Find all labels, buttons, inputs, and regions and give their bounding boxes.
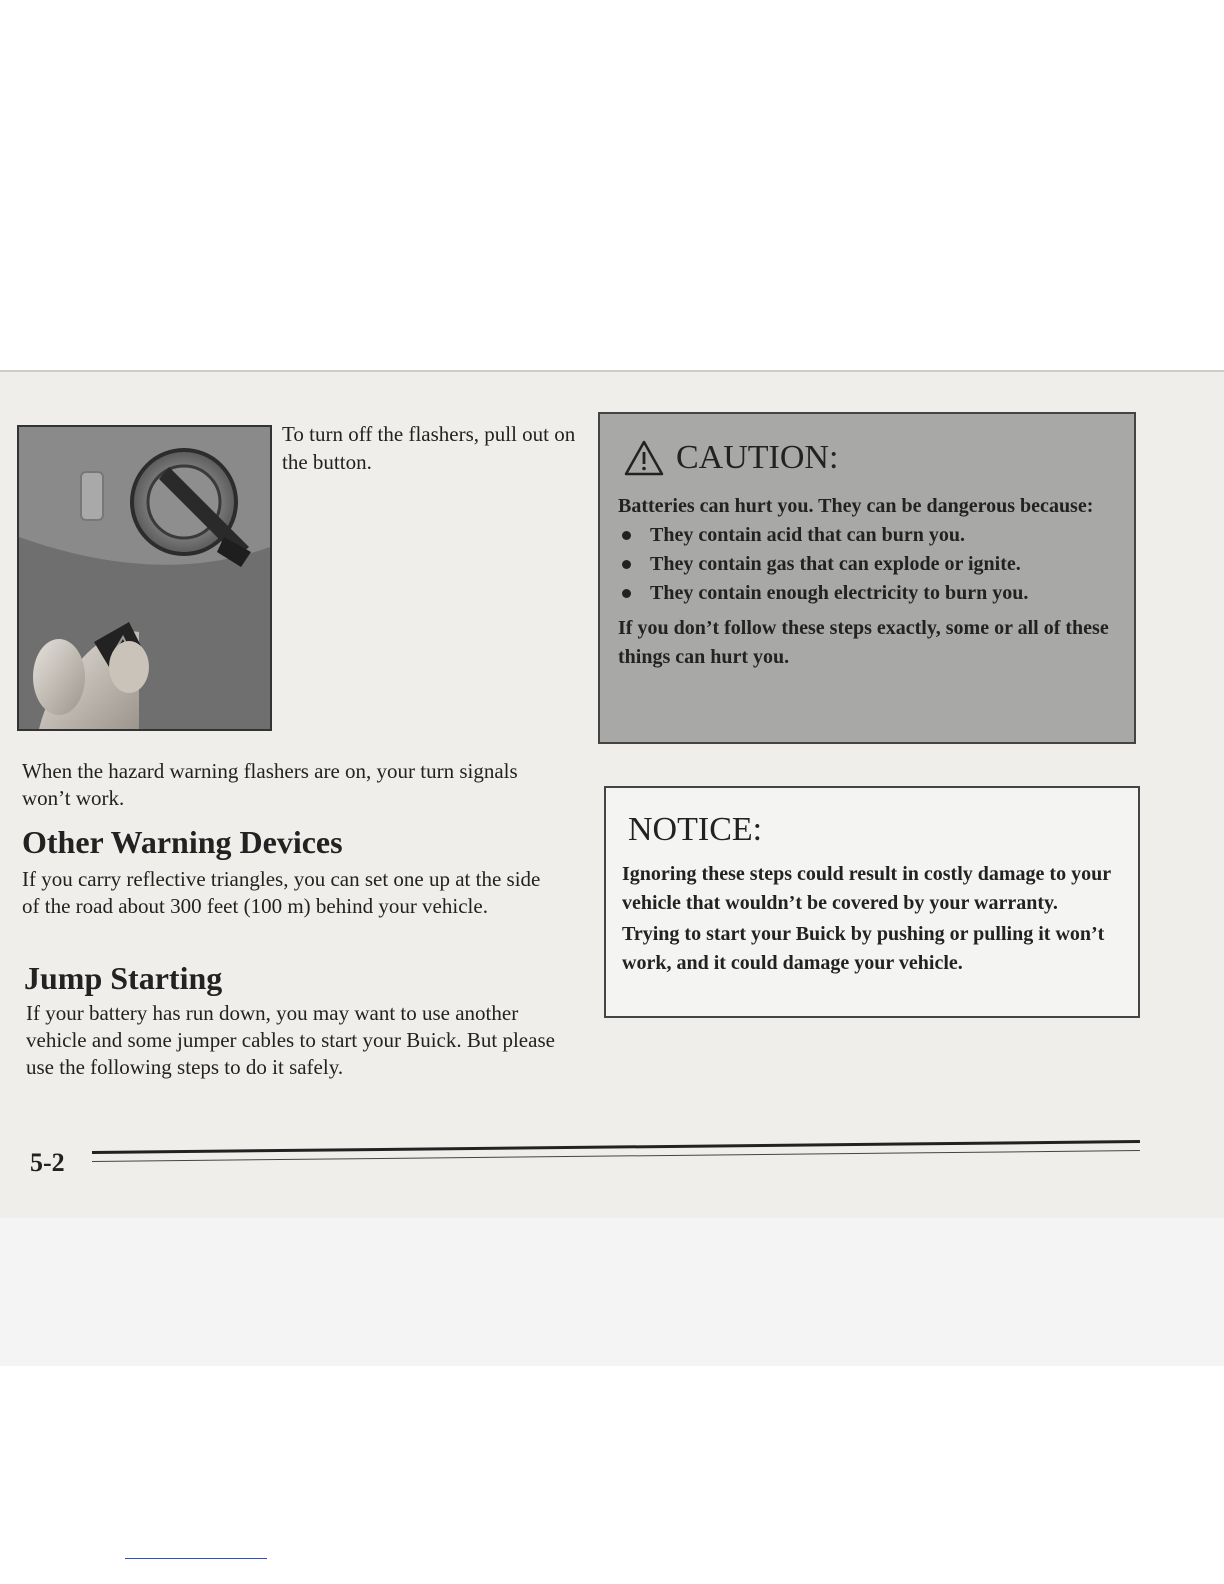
caution-intro: Batteries can hurt you. They can be dangerous because: bbox=[618, 495, 1094, 517]
caution-list-item: They contain acid that can burn you. bbox=[618, 521, 1116, 550]
warning-triangle-icon bbox=[624, 440, 664, 476]
caution-heading bbox=[624, 436, 1116, 480]
notice-paragraph: Trying to start your Buick by pushing or pulling it won’t work, and it could damage your vehicle. bbox=[622, 923, 1105, 974]
page-number: 5-2 bbox=[30, 1148, 65, 1177]
section-heading-other-warning-devices: Other Warning Devices bbox=[22, 824, 343, 860]
section-heading-jump-starting: Jump Starting bbox=[24, 960, 223, 996]
caution-title: CAUTION: bbox=[676, 439, 839, 476]
scan-margin bbox=[0, 1218, 1224, 1366]
notice-box bbox=[604, 786, 1140, 1018]
photo-caption: To turn off the flashers, pull out on the button. bbox=[282, 422, 576, 474]
caution-list bbox=[618, 521, 1116, 608]
hazard-note: When the hazard warning flashers are on, your turn signals won’t work. bbox=[22, 759, 518, 810]
link-underline bbox=[125, 1558, 267, 1559]
caution-list-item: They contain enough electricity to burn you. bbox=[618, 579, 1116, 608]
hazard-button-photo bbox=[17, 425, 272, 731]
caution-box bbox=[598, 412, 1136, 744]
caution-list-item: They contain gas that can explode or ignite. bbox=[618, 550, 1116, 579]
notice-title: NOTICE: bbox=[628, 811, 763, 848]
section-body-other-warning-devices: If you carry reflective triangles, you can set one up at the side of the road about 300 feet (100 m) behind your vehicle. bbox=[22, 867, 541, 918]
notice-paragraph: Ignoring these steps could result in costly damage to your vehicle that wouldn’t be covered by your warranty. bbox=[622, 863, 1111, 914]
caution-outro: If you don’t follow these steps exactly, some or all of these things can hurt you. bbox=[618, 617, 1109, 668]
section-body-jump-starting: If your battery has run down, you may want to use another vehicle and some jumper cables to start your Buick. But please use the following steps to do it safely. bbox=[26, 1001, 555, 1079]
